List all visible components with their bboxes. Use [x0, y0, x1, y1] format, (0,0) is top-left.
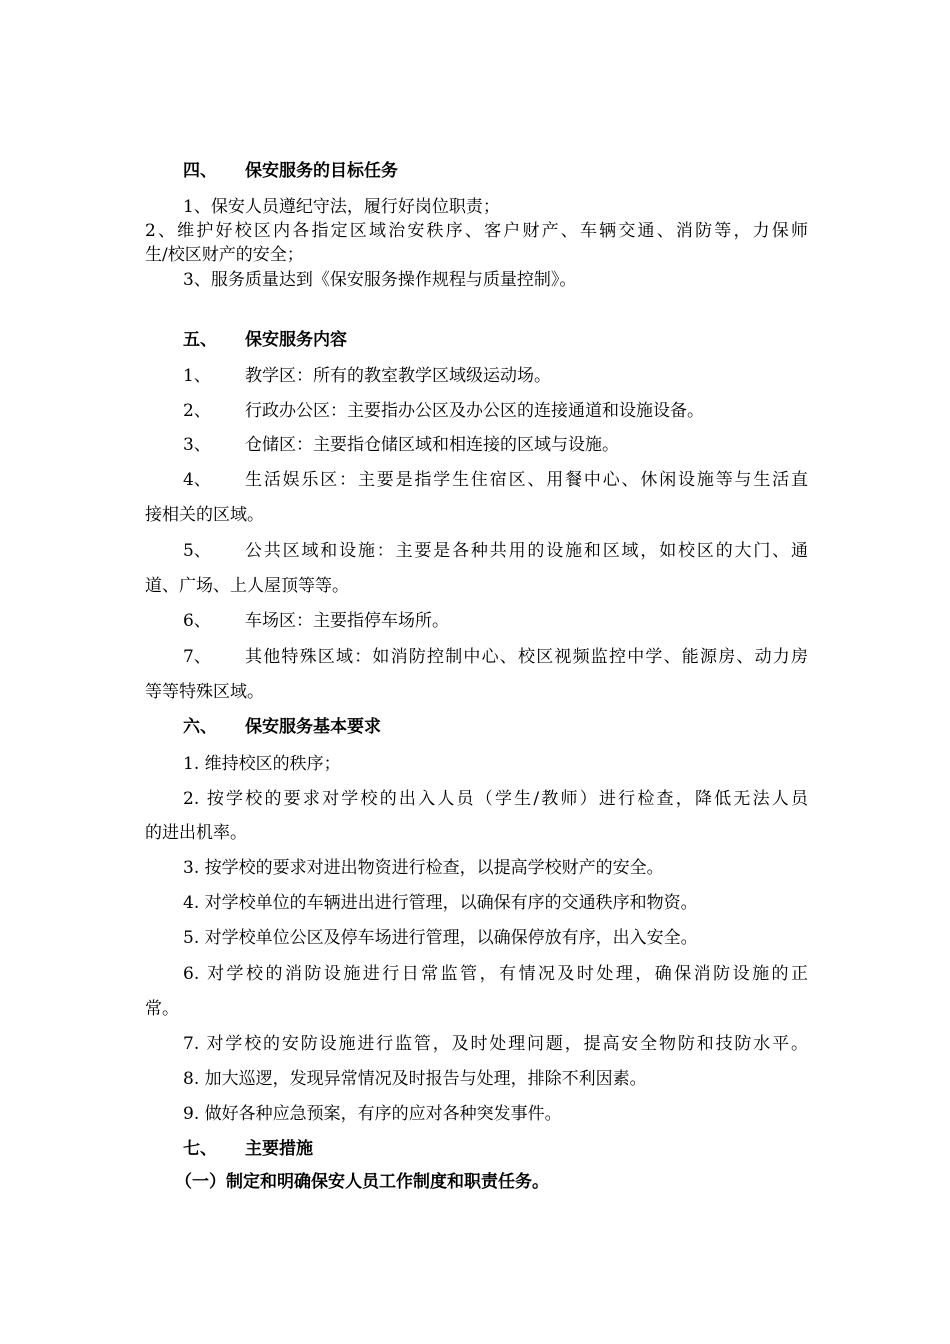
section-6-item-8: 8. 加大巡逻，发现异常情况及时报告与处理，排除不利因素。 — [183, 1069, 647, 1089]
section-5-item-5-num: 5、 — [183, 541, 211, 561]
section-5-item-3: 仓储区：主要指仓储区域和相连接的区域与设施。 — [245, 435, 619, 455]
section-4-number: 四、 — [183, 161, 217, 181]
section-5-item-1: 教学区：所有的教室教学区域级运动场。 — [245, 366, 551, 386]
section-5-item-4-num: 4、 — [183, 470, 211, 490]
section-5-item-3-num: 3、 — [183, 435, 211, 455]
section-5-item-6: 车场区：主要指停车场所。 — [245, 611, 449, 631]
section-5-item-7: 其他特殊区域：如消防控制中心、校区视频监控中学、能源房、动力房 — [245, 647, 808, 667]
section-5-item-2: 行政办公区：主要指办公区及办公区的连接通道和设施设备。 — [245, 401, 704, 421]
section-4-item-1: 1、保安人员遵纪守法，履行好岗位职责； — [183, 197, 500, 217]
section-5-item-5: 公共区域和设施：主要是各种共用的设施和区域，如校区的大门、通 — [245, 541, 808, 561]
section-4-item-2: 2、维护好校区内各指定区域治安秩序、客户财产、车辆交通、消防等，力保师 — [145, 221, 808, 241]
section-7-heading: 主要措施 — [245, 1139, 313, 1159]
section-7-subheading: （一）制定和明确保安人员工作制度和职责任务。 — [175, 1172, 549, 1192]
section-5-item-1-num: 1、 — [183, 366, 211, 386]
section-5-heading: 保安服务内容 — [245, 330, 347, 350]
section-5-item-7-num: 7、 — [183, 647, 211, 667]
section-6-item-2: 2. 按学校的要求对学校的出入人员（学生/教师）进行检查，降低无法人员 — [183, 789, 808, 809]
section-6-item-6-cont: 常。 — [145, 999, 179, 1019]
section-6-heading: 保安服务基本要求 — [245, 717, 381, 737]
section-5-item-6-num: 6、 — [183, 611, 211, 631]
section-5-item-4-cont: 接相关的区域。 — [145, 505, 264, 525]
section-4-item-2-cont: 生/校区财产的安全； — [145, 245, 304, 265]
section-5-item-4: 生活娱乐区：主要是指学生住宿区、用餐中心、休闲设施等与生活直 — [245, 470, 808, 490]
section-6-item-7: 7. 对学校的安防设施进行监管，及时处理问题，提高安全物防和技防水平。 — [183, 1034, 808, 1054]
section-4-heading: 保安服务的目标任务 — [245, 161, 398, 181]
section-5-item-5-cont: 道、广场、上人屋顶等等。 — [145, 576, 349, 596]
section-6-item-3: 3. 按学校的要求对进出物资进行检查，以提高学校财产的安全。 — [183, 858, 664, 878]
section-4-item-3: 3、服务质量达到《保安服务操作规程与质量控制》。 — [183, 270, 577, 290]
section-6-item-2-cont: 的进出机率。 — [145, 823, 247, 843]
section-6-item-9: 9. 做好各种应急预案，有序的应对各种突发事件。 — [183, 1104, 562, 1124]
section-6-item-5: 5. 对学校单位公区及停车场进行管理，以确保停放有序，出入安全。 — [183, 928, 698, 948]
section-5-item-7-cont: 等等特殊区域。 — [145, 682, 264, 702]
section-5-item-2-num: 2、 — [183, 401, 211, 421]
section-6-item-6: 6. 对学校的消防设施进行日常监管，有情况及时处理，确保消防设施的正 — [183, 964, 808, 984]
section-6-item-1: 1. 维持校区的秩序； — [183, 754, 341, 774]
section-6-number: 六、 — [183, 717, 217, 737]
section-6-item-4: 4. 对学校单位的车辆进出进行管理，以确保有序的交通秩序和物资。 — [183, 893, 698, 913]
section-5-number: 五、 — [183, 330, 217, 350]
section-7-number: 七、 — [183, 1139, 217, 1159]
